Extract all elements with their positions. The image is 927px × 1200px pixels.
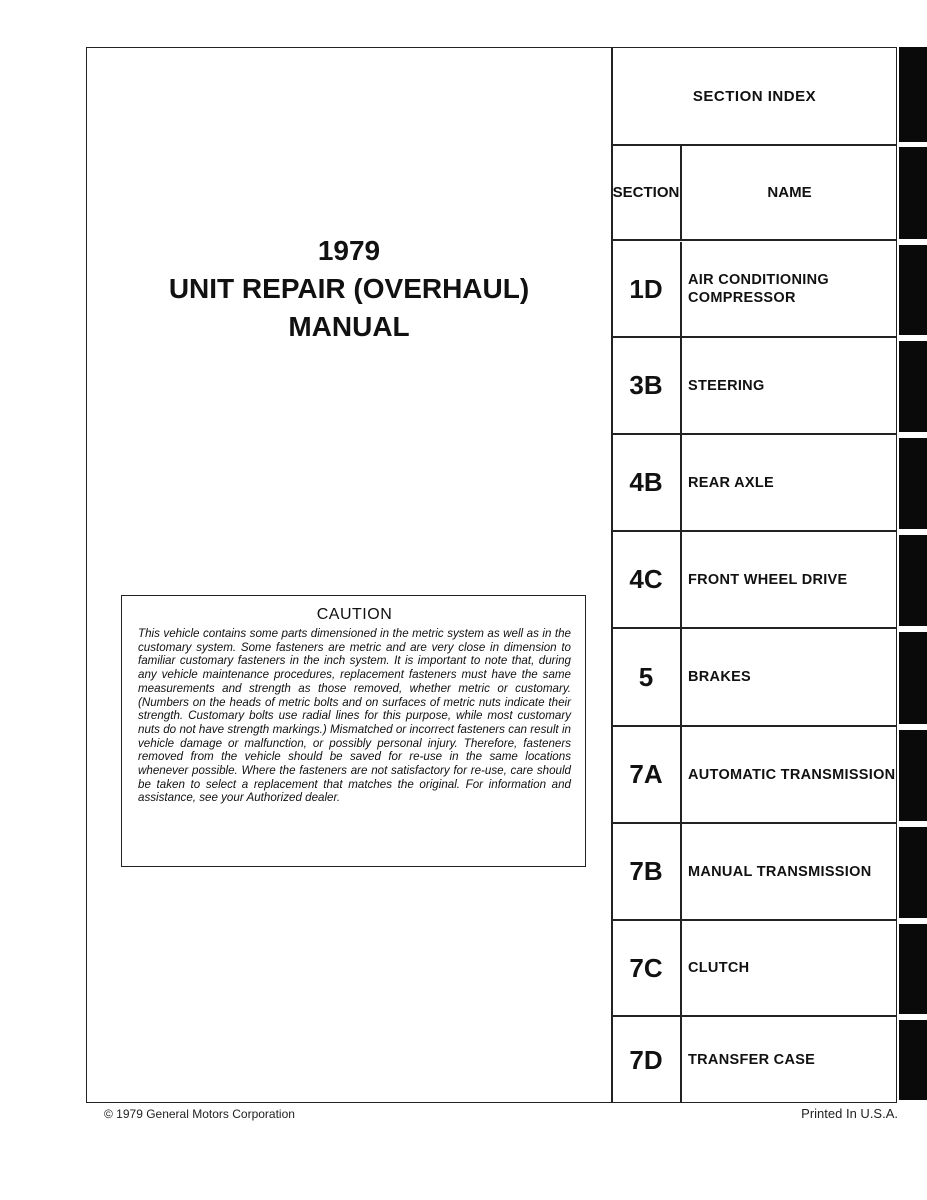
caution-heading: CAUTION (316, 606, 393, 623)
index-row-4c[interactable] (612, 532, 897, 629)
thumb-tab (899, 245, 927, 335)
section-code: 3B (612, 338, 682, 433)
section-code: 7D (612, 1017, 682, 1103)
thumb-tab (899, 1020, 927, 1100)
caution-box (121, 595, 586, 867)
section-name: CLUTCH (688, 960, 750, 976)
thumb-tab (899, 535, 927, 626)
index-row-3b[interactable] (612, 338, 897, 435)
section-name: MANUAL TRANSMISSION (688, 863, 872, 880)
thumb-tab (899, 147, 927, 239)
index-row-7b[interactable] (612, 824, 897, 921)
caution-body: This vehicle contains some parts dimensioned in the metric system as well as in the customary system. Some fasteners are metric and are very close in dimension to familiar customary fasteners in the inch system. It is important to note that, during any vehicle maintenance procedures, replacement fasteners must have the same measurements and strength as those removed, whether metric or customary. (Numbers on the heads of metric bolts and on surfaces of metric nuts indicate their strength. Customary bolts use radial lines for this purpose, while most customary nuts do not have strength markings.) Mismatched or incorrect fasteners can result in vehicle damage or malfunction, or possibly personal injury. Therefore, fasteners removed from the vehicle should be saved for re-use in the same locations whenever possible. Where the fasteners are not satisfactory for re-use, care should be taken to select a replacement that matches the original. For information and assistance, see your Authorized dealer. (138, 627, 571, 805)
thumb-tab (899, 341, 927, 432)
section-name: FRONT WHEEL DRIVE (688, 571, 848, 588)
section-code: 7C (612, 921, 682, 1015)
section-code: 5 (612, 629, 682, 725)
name-column-header: NAME (682, 145, 897, 241)
section-name: AUTOMATIC TRANSMISSION (688, 766, 896, 783)
section-code: 4C (612, 532, 682, 627)
title-line-2: MANUAL (288, 311, 410, 342)
index-row-1d[interactable] (612, 242, 897, 338)
index-row-7a[interactable] (612, 727, 897, 824)
copyright-notice: © 1979 General Motors Corporation (104, 1107, 295, 1121)
printed-in-notice: Printed In U.S.A. (801, 1106, 898, 1121)
section-name: AIR CONDITIONING COMPRESSOR (688, 272, 829, 306)
title-line-1: UNIT REPAIR (OVERHAUL) (168, 273, 530, 304)
thumb-tab (899, 730, 927, 821)
section-name: STEERING (688, 377, 765, 394)
index-row-4b[interactable] (612, 435, 897, 532)
section-code: 1D (612, 242, 682, 336)
thumb-tab (899, 632, 927, 724)
section-name: REAR AXLE (688, 474, 774, 491)
section-name: BRAKES (688, 669, 752, 685)
index-row-7d[interactable] (612, 1017, 897, 1103)
section-code: 7A (612, 727, 682, 822)
section-index-heading: SECTION INDEX (612, 48, 897, 146)
thumb-tab (899, 924, 927, 1014)
thumb-tab (899, 438, 927, 529)
thumb-tab (899, 827, 927, 918)
manual-title (86, 232, 612, 346)
index-row-7c[interactable] (612, 921, 897, 1017)
section-name: TRANSFER CASE (688, 1052, 816, 1068)
section-code: 4B (612, 435, 682, 530)
index-row-5[interactable] (612, 629, 897, 727)
section-column-header: SECTION (612, 145, 682, 241)
thumb-tab (899, 47, 927, 142)
section-code: 7B (612, 824, 682, 919)
title-year: 1979 (317, 235, 381, 266)
